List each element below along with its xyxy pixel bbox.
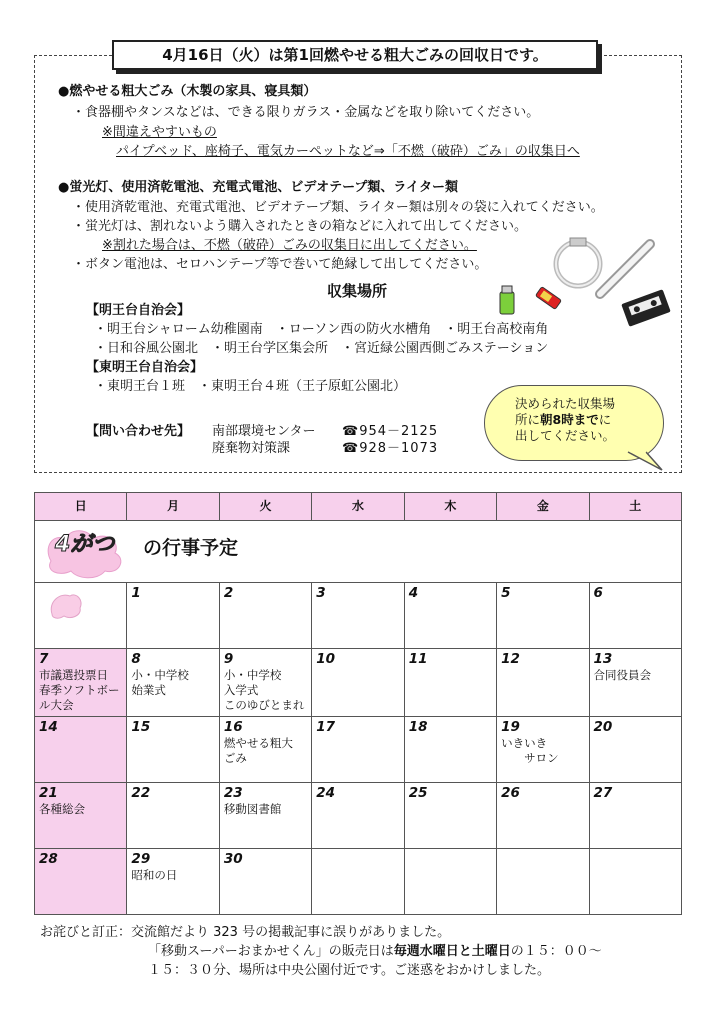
locations-g2-row1: ・東明王台１班 ・東明王台４班（王子原虹公園北）: [94, 379, 407, 394]
day-number: 4: [408, 585, 419, 601]
weekday-4: 木: [404, 493, 496, 521]
day-number: 8: [131, 651, 141, 667]
day-event: いきいき サロン: [501, 736, 559, 765]
locations-group1: 【明王台自治会】: [86, 303, 191, 318]
locations-group2: 【東明王台自治会】: [86, 360, 204, 375]
day-number: 30: [223, 851, 243, 867]
weekday-5: 金: [497, 493, 589, 521]
calendar-day: [35, 717, 127, 783]
day-number: 26: [501, 785, 520, 801]
sakura-icon: [46, 588, 84, 620]
day-number: 21: [39, 785, 58, 801]
calendar-day: [312, 783, 404, 849]
calendar-day: [312, 849, 404, 915]
footer-line3: １５：３０分、場所は中央公園付近です。ご迷惑をおかけしました。: [148, 963, 550, 978]
burnable-line1: ・食器棚やタンスなどは、できる限りガラス・金属などを取り除いてください。: [72, 105, 540, 120]
calendar-day: [497, 583, 589, 649]
day-number: 18: [408, 719, 428, 735]
day-number: 10: [316, 651, 336, 667]
notice-banner: 4月16日（火）は第1回燃やせる粗大ごみの回収日です。: [112, 40, 598, 70]
day-event: 市議選投票日 春季ソフトボール大会: [39, 668, 120, 712]
day-number: 14: [39, 719, 58, 735]
calendar-day: [589, 649, 681, 717]
burnable-mistake-label: ※間違えやすいもの: [102, 125, 217, 140]
weekday-6: 土: [589, 493, 681, 521]
calendar-week: [35, 717, 682, 783]
day-event: 昭和の日: [131, 868, 178, 882]
day-number: 7: [39, 651, 49, 667]
calendar-day: [35, 649, 127, 717]
day-number: 17: [316, 719, 336, 735]
burnable-mistake-text: パイプベッド、座椅子、電気カーペットなど⇒「不燃（破砕）ごみ」の収集日へ: [116, 144, 580, 159]
day-number: 2: [223, 585, 234, 601]
burnable-heading: ●燃やせる粗大ごみ（木製の家具、寝具類）: [58, 84, 317, 99]
day-number: 20: [593, 719, 613, 735]
calendar-day: [589, 783, 681, 849]
battery-heading: ●蛍光灯、使用済乾電池、充電式電池、ビデオテープ類、ライター類: [58, 180, 459, 195]
calendar-day: [127, 849, 219, 915]
bubble-line1: 決められた収集場: [515, 396, 616, 411]
calendar-day: [404, 783, 496, 849]
locations-title: 収集場所: [326, 282, 387, 300]
day-number: 11: [408, 651, 428, 667]
battery-line2: ・蛍光灯は、割れないよう購入されたときの箱などに入れて出してください。: [72, 219, 528, 234]
day-event: 小・中学校 入学式 このゆびとまれ: [223, 668, 305, 712]
calendar-day: [127, 649, 219, 717]
calendar-day: [312, 583, 404, 649]
day-event: 移動図書館: [223, 802, 282, 816]
calendar-week: [35, 849, 682, 915]
contact-tel1: ☎954－2125: [342, 424, 439, 439]
calendar-day: [127, 583, 219, 649]
contact-label: 【問い合わせ先】: [86, 424, 191, 439]
day-number: 15: [131, 719, 151, 735]
day-number: 9: [223, 651, 234, 667]
calendar-day: [219, 783, 311, 849]
day-number: 3: [316, 585, 326, 601]
battery-line4: ・ボタン電池は、セロハンテープ等で巻いて絶縁して出してください。: [72, 257, 488, 272]
calendar-day: [312, 717, 404, 783]
contact-tel2: ☎928－1073: [342, 441, 439, 456]
footer-line2: 「移動スーパーおまかせくん」の販売日は毎週水曜日と土曜日の１５：００～: [148, 944, 602, 959]
contact-org2: 廃棄物対策課: [212, 441, 291, 456]
locations-g1-row2: ・日和谷風公園北 ・明王台学区集会所 ・宮近緑公園西側ごみステーション: [94, 341, 549, 356]
calendar-title: の行事予定: [143, 537, 239, 559]
calendar-week: [35, 649, 682, 717]
battery-line3: ※割れた場合は、不燃（破砕）ごみの収集日に出してください。: [102, 238, 477, 253]
bubble-line3: 出してください。: [515, 428, 616, 443]
day-event: 各種総会: [39, 802, 85, 816]
calendar-day: [127, 783, 219, 849]
calendar-day: [35, 783, 127, 849]
calendar-week: [35, 783, 682, 849]
weekday-0: 日: [35, 493, 127, 521]
month-badge: 4がつ: [55, 532, 115, 557]
bubble-line2: 所に朝8時までに: [515, 412, 612, 427]
locations-g1-row1: ・明王台シャローム幼稚園南 ・ローソン西の防火水槽角 ・明王台高校南角: [94, 322, 549, 337]
contact-org1: 南部環境センター: [212, 424, 316, 439]
day-event: 合同役員会: [593, 668, 652, 682]
calendar-week: [35, 583, 682, 649]
day-number: 1: [131, 585, 141, 601]
calendar-day: [312, 649, 404, 717]
calendar-day: [589, 717, 681, 783]
weekday-2: 火: [219, 493, 311, 521]
day-number: 6: [593, 585, 603, 601]
calendar-day: [497, 849, 589, 915]
day-number: 27: [593, 785, 613, 801]
calendar-day: [404, 649, 496, 717]
day-number: 19: [501, 719, 520, 735]
calendar-day: [589, 849, 681, 915]
bubble-tail: [626, 450, 666, 472]
day-number: 29: [131, 851, 151, 867]
calendar-day: [219, 649, 311, 717]
footer-line1: お詫びと訂正：交流館だより 323 号の掲載記事に誤りがありました。: [40, 925, 451, 940]
day-event: 燃やせる粗大 ごみ: [223, 736, 293, 765]
day-number: 16: [223, 719, 243, 735]
calendar-day: [219, 583, 311, 649]
calendar-day: [497, 717, 589, 783]
calendar-day: [497, 783, 589, 849]
weekday-3: 水: [312, 493, 404, 521]
calendar-day: [404, 583, 496, 649]
day-number: 23: [223, 785, 243, 801]
calendar-day: [589, 583, 681, 649]
calendar-day: [219, 849, 311, 915]
calendar-day: [35, 849, 127, 915]
day-number: 24: [316, 785, 336, 801]
day-event: 小・中学校 始業式: [131, 668, 189, 697]
calendar-title-cell: [35, 521, 682, 583]
day-number: 13: [593, 651, 613, 667]
day-number: 12: [501, 651, 520, 667]
calendar-day: [219, 717, 311, 783]
calendar-day: [404, 849, 496, 915]
calendar-day: [497, 649, 589, 717]
battery-line1: ・使用済乾電池、充電式電池、ビデオテープ類、ライター類は別々の袋に入れてください。: [72, 200, 604, 215]
events-calendar: [34, 492, 682, 915]
day-number: 22: [131, 785, 151, 801]
day-number: 25: [408, 785, 428, 801]
weekday-1: 月: [127, 493, 219, 521]
day-number: 28: [39, 851, 58, 867]
calendar-day: [404, 717, 496, 783]
calendar-day: [127, 717, 219, 783]
day-number: 5: [501, 585, 511, 601]
